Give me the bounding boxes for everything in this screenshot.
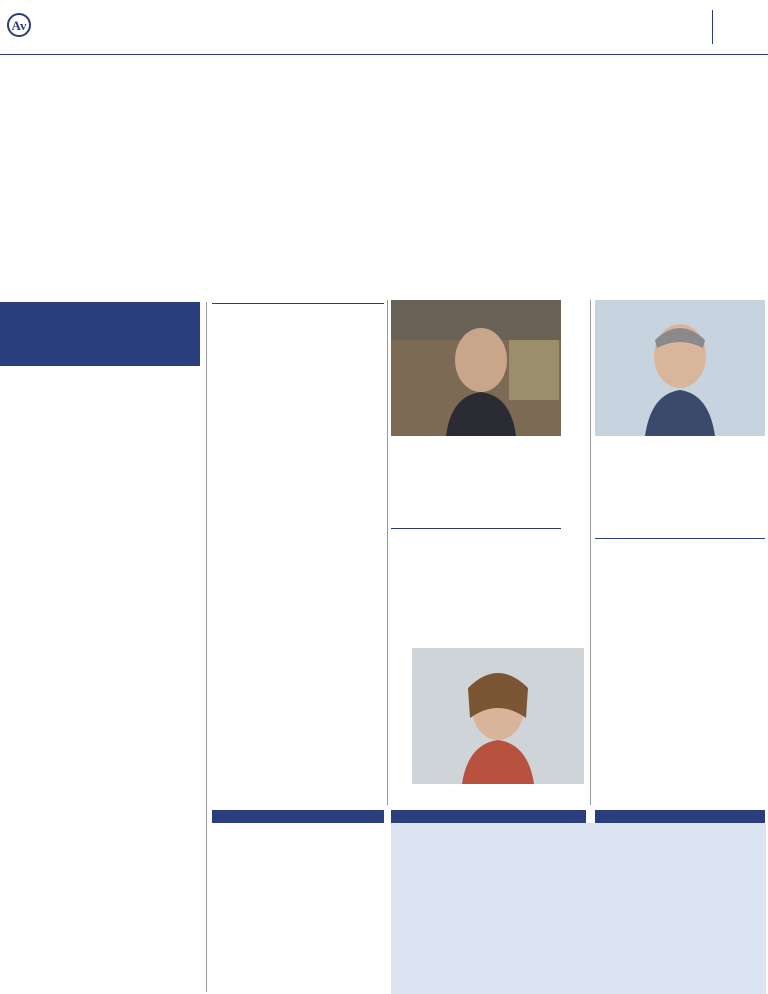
- quote-rule: [595, 538, 765, 539]
- header-separator: [712, 10, 713, 44]
- column-rule: [387, 300, 388, 805]
- qa-box-title: [0, 302, 200, 366]
- photo-marco-griffini: [391, 300, 561, 436]
- newspaper-logo-icon: [6, 10, 32, 40]
- column-rule: [590, 300, 591, 805]
- quote-rule: [391, 528, 561, 529]
- byline-rule: [212, 303, 384, 304]
- box-tag: [212, 810, 384, 823]
- caso-box-content: [397, 826, 575, 831]
- caso-box-background: [391, 823, 766, 994]
- article-column-4: [595, 545, 765, 547]
- box-tag: [391, 810, 586, 823]
- congo-box: [595, 810, 765, 823]
- caso-box: [391, 810, 586, 823]
- svg-text:Av: Av: [11, 18, 27, 33]
- box-tag: [595, 810, 765, 823]
- header-rule: [0, 54, 768, 55]
- qa-list: [6, 372, 200, 382]
- column-rule: [206, 302, 207, 992]
- article-column-1: [212, 300, 384, 312]
- article-column-2: [391, 535, 561, 543]
- russia-box: [212, 810, 384, 830]
- photo-frida-tonizzo: [412, 648, 584, 784]
- photo-marco-mazzi: [595, 300, 765, 436]
